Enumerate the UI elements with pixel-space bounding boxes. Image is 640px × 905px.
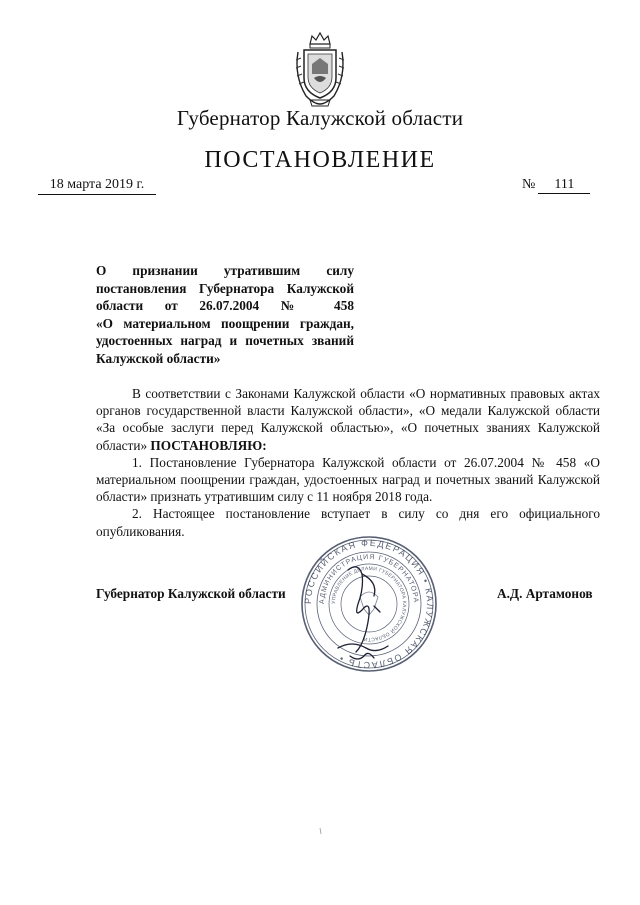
clause-2: 2. Настоящее постановление вступает в силу со дня его официального опубликования. bbox=[96, 506, 600, 539]
document-type-title: ПОСТАНОВЛЕНИЕ bbox=[204, 147, 436, 173]
number-value: 111 bbox=[538, 177, 590, 194]
subject-line: удостоенных наград и почетных званий bbox=[96, 333, 354, 349]
number-label: № bbox=[522, 177, 536, 192]
handwritten-signature-icon bbox=[318, 552, 414, 672]
seal-middle-text: АДМИНИСТРАЦИЯ ГУБЕРНАТОРА bbox=[318, 553, 420, 605]
preamble-text: В соответствии с Законами Калужской области «О нормативных правовых актах органов государственной власти Калужской области», «О медали Калужской области «За особые заслуги перед Калужской областью», «О почетных званиях Калужской области» bbox=[96, 386, 600, 453]
signatory-name: А.Д. Артамонов bbox=[497, 586, 593, 601]
issuing-authority: Губернатор Калужской области bbox=[176, 106, 464, 130]
document-subject bbox=[96, 262, 354, 368]
subject-line: постановления Губернатора Калужской bbox=[96, 280, 354, 296]
seal-inner-text: УПРАВЛЕНИЕ ДЕЛАМИ ГУБЕРНАТОРА КАЛУЖСКОЙ ОБЛАСТИ bbox=[330, 565, 408, 643]
subject-line: области от 26.07.2004 № 458 bbox=[96, 298, 354, 314]
preamble-paragraph bbox=[96, 385, 600, 454]
subject-line: О признании утратившим силу bbox=[96, 263, 354, 278]
subject-line: Калужской области» bbox=[96, 350, 221, 366]
document-body bbox=[96, 385, 600, 540]
signatory-position: Губернатор Калужской области bbox=[96, 586, 286, 601]
clause-1: 1. Постановление Губернатора Калужской области от 26.07.2004 № 458 «О материальном поощрении граждан, удостоенных наград и почетных званий Калужской области» признать утратившим силу с 11 ноября 2018 года. bbox=[96, 454, 600, 505]
document-number bbox=[522, 177, 590, 194]
decree-word: ПОСТАНОВЛЯЮ: bbox=[150, 437, 267, 453]
document-date: 18 марта 2019 г. bbox=[38, 177, 156, 195]
scan-speck bbox=[318, 827, 324, 835]
subject-line: «О материальном поощрении граждан, bbox=[96, 315, 354, 331]
coat-of-arms-icon bbox=[288, 30, 352, 108]
seal-outer-text: РОССИЙСКАЯ ФЕДЕРАЦИЯ • КАЛУЖСКАЯ ОБЛАСТЬ • bbox=[302, 537, 436, 671]
